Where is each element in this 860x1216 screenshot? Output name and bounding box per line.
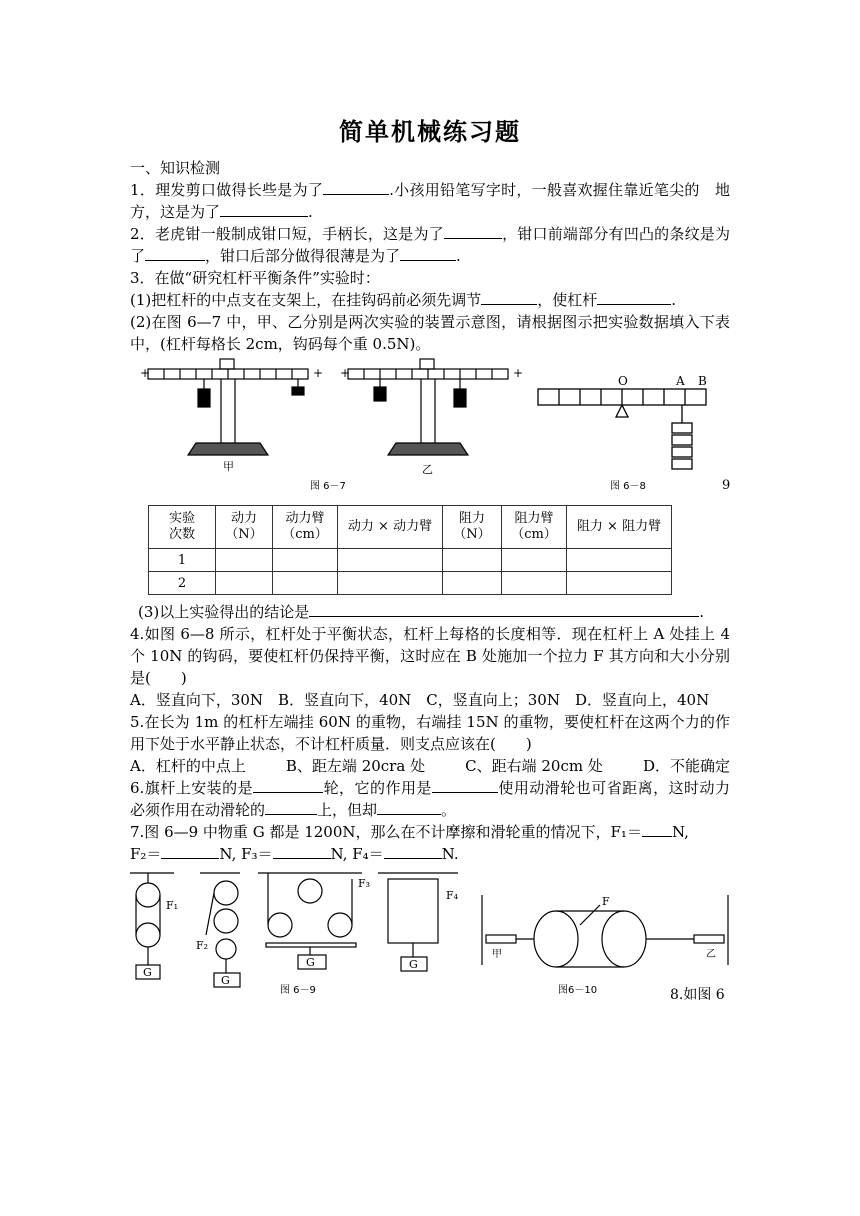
question-8-start: 8.如图 6: [670, 987, 725, 1003]
answer-blank[interactable]: [220, 201, 308, 217]
table-header: 阻力 （N）: [443, 506, 502, 549]
question-4: 4.如图 6—8 所示，杠杆处于平衡状态，杠杆上每格的长度相等．现在杠杆上 A 处挂上 4 个 10N 的钩码，要使杠杆仍保持平衡，这时应在 B 处施加一个拉力 F 其方向和大小分别是( ): [130, 625, 730, 687]
fig-6-7-caption: 图 6－7: [310, 481, 346, 492]
table-header: 动力 （N）: [216, 506, 273, 549]
svg-text:+: +: [513, 366, 524, 380]
answer-blank[interactable]: [597, 289, 671, 305]
answer-blank[interactable]: [161, 843, 219, 859]
label-G: G: [409, 958, 418, 971]
table-header: 实验 次数: [149, 506, 216, 549]
table-row: [149, 549, 672, 572]
answer-blank[interactable]: [400, 245, 456, 261]
lever-yi: [348, 359, 508, 455]
lever-fig-6-8: [538, 389, 706, 469]
label-F1: F₁: [166, 899, 179, 912]
answer-blank[interactable]: [145, 245, 205, 261]
answer-blank[interactable]: [273, 843, 331, 859]
label-jia: 甲: [223, 460, 234, 473]
answer-blank[interactable]: [253, 777, 323, 793]
question-4-options: A．竖直向下，30N B．竖直向下，40N C，竖直向上；30N D．竖直向上，40N: [130, 691, 710, 709]
question-5: 5.在长为 1m 的杠杆左端挂 60N 的重物，右端挂 15N 的重物，要使杠杆在这两个力的作用下处于水平静止状态，不计杠杆质量．则支点应该在( ): [130, 713, 730, 753]
question-7: 7.图 6—9 中物重 G 都是 1200N，那么在不计摩擦和滑轮重的情况下，F₁＝ N,: [130, 823, 689, 841]
label-F2: F₂: [196, 939, 209, 952]
answer-blank[interactable]: [377, 799, 441, 815]
lever-figures: [130, 355, 730, 500]
label-yi: 乙: [706, 949, 716, 960]
label-B: B: [698, 374, 707, 388]
question-5-options: A．杠杆的中点上 B、距左端 20cra 处 C、距右端 20cm 处 D．不能确定: [130, 757, 730, 775]
table-row: [149, 572, 672, 595]
table-cell: 1: [149, 549, 216, 572]
table-header: 阻力 × 阻力臂: [567, 506, 672, 549]
fig-6-10-caption: 图6－10: [558, 985, 598, 996]
label-F: F: [602, 895, 610, 908]
page-title: 简单机械练习题: [339, 117, 521, 146]
answer-blank[interactable]: [481, 289, 537, 305]
stray-text: 9: [722, 478, 730, 493]
question-3-intro: 3．在做“研究杠杆平衡条件”实验时：: [130, 269, 380, 287]
pulley-diagrams: [130, 873, 728, 987]
svg-text:+: +: [313, 366, 324, 380]
question-6: 6.旗杆上安装的是 轮，它的作用是 使用动滑轮也可省距离，这时动力必须作用在动滑轮的 上，但却 。: [130, 779, 730, 819]
label-G: G: [221, 974, 230, 987]
answer-blank[interactable]: [323, 179, 389, 195]
table-header: 动力 × 动力臂: [338, 506, 443, 549]
svg-text:+: +: [340, 366, 351, 380]
pulley-figures: [130, 865, 730, 1005]
table-cell: 2: [149, 572, 216, 595]
fig-6-9-caption: 图 6－9: [280, 985, 316, 996]
question-3-part-2: (2)在图 6—7 中，甲、乙分别是两次实验的装置示意图，请根据图示把实验数据填入下表中，(杠杆每格长 2cm，钩码每个重 0.5N)。: [130, 313, 730, 353]
table-header: 阻力臂 （cm）: [502, 506, 567, 549]
answer-blank[interactable]: [432, 777, 498, 793]
answer-blank[interactable]: [384, 843, 442, 859]
label-G: G: [143, 966, 152, 979]
question-1: 1．理发剪口做得长些是为了 .小孩用铅笔写字时，一般喜欢握住靠近笔尖的 地方，这是为了 .: [130, 181, 730, 221]
answer-blank[interactable]: [309, 601, 699, 617]
label-A: A: [676, 374, 685, 388]
experiment-table: [148, 505, 672, 595]
fig-6-8-caption: 图 6－8: [610, 481, 646, 492]
answer-blank[interactable]: [642, 821, 672, 837]
label-yi: 乙: [422, 463, 433, 476]
table-header-row: [149, 506, 672, 549]
question-3-part-1: (1)把杠杆的中点支在支架上，在挂钩码前必须先调节 ，使杠杆 .: [130, 291, 677, 309]
label-F4: F₄: [446, 889, 459, 902]
table-header: 动力臂 （cm）: [273, 506, 338, 549]
figures-6-9-6-10: [130, 865, 730, 1005]
answer-blank[interactable]: [265, 799, 317, 815]
label-G: G: [306, 956, 315, 969]
question-7-line-2: F₂＝ N, F₃＝ N, F₄＝ N.: [130, 845, 459, 863]
label-jia: 甲: [492, 949, 502, 960]
section-heading: 一、知识检测: [130, 159, 221, 177]
lever-jia: [148, 359, 308, 455]
question-3-part-3: (3)以上实验得出的结论是 .: [138, 603, 705, 621]
label-F3: F₃: [358, 877, 371, 890]
label-O: O: [618, 374, 628, 388]
figures-6-7-6-8: [130, 355, 730, 495]
worksheet: [130, 108, 730, 1005]
question-2: 2．老虎钳一般制成钳口短，手柄长，这是为了 ，钳口前端部分有凹凸的条纹是为了 ，钳口后部分做得很薄是为了 .: [130, 225, 730, 265]
svg-text:+: +: [140, 366, 151, 380]
answer-blank[interactable]: [444, 223, 502, 239]
